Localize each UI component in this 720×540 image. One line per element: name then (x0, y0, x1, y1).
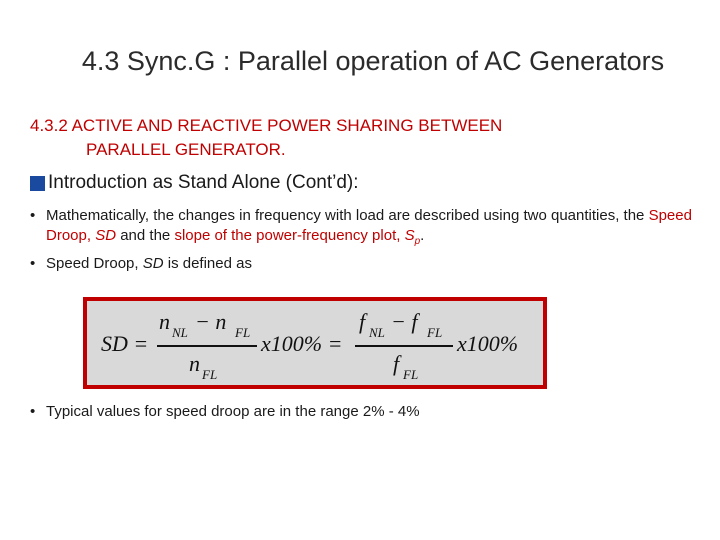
formula-numerator-n: n (159, 309, 170, 334)
section-heading (30, 114, 690, 162)
formula-denominator-n: n (189, 351, 200, 376)
term-sd: SD (95, 227, 117, 244)
bullet-item (30, 206, 700, 252)
bullet-text-segment: is defined as (163, 255, 252, 272)
subheading-text: Introduction as Stand Alone (Cont’d): (48, 172, 359, 193)
formula-subscript: NL (369, 325, 385, 340)
bullet-text (30, 254, 700, 274)
formula-numerator-f: f (359, 309, 366, 334)
section-heading-line2: PARALLEL GENERATOR. (86, 140, 286, 159)
bullet-item (30, 254, 700, 274)
formula-denominator-f: f (393, 351, 400, 376)
bullet-text: Typical values for speed droop are in the range 2% - 4% (46, 403, 420, 420)
bullet-text-segment: Speed Droop, (46, 255, 143, 272)
speed-droop-formula (87, 301, 543, 385)
formula-subscript: FL (403, 367, 419, 382)
formula-subscript: FL (235, 325, 251, 340)
bullet-dot-icon: • (30, 403, 36, 420)
formula-numerator-minus: − f (391, 309, 418, 334)
term-slope: slope of the power-frequency plot, (174, 227, 405, 244)
slide-title: 4.3 Sync.G : Parallel operation of AC Generators (81, 46, 665, 76)
formula-multiplier: x100% = (261, 331, 343, 356)
formula-subscript: FL (202, 367, 218, 382)
speed-droop-formula-box (83, 297, 547, 389)
bullet-text-segment: Mathematically, the changes in frequency with load are described using two quantities, the (46, 207, 649, 224)
formula-multiplier: x100% (457, 331, 519, 356)
term-sp-subscript: p (414, 236, 421, 247)
bullet-text-segment: . (420, 227, 425, 244)
section-heading-line1: 4.3.2 ACTIVE AND REACTIVE POWER SHARING BETWEEN (30, 116, 503, 135)
bullet-text-segment: and the (116, 227, 175, 244)
checkbox-bullet-icon (30, 176, 45, 191)
subheading (30, 172, 359, 194)
bullet-text (30, 206, 700, 252)
formula-subscript: FL (427, 325, 443, 340)
formula-numerator-minus: − n (195, 309, 227, 334)
formula-fraction-bar (355, 345, 453, 347)
formula-subscript: NL (172, 325, 188, 340)
bullet-dot-icon: • (30, 207, 36, 224)
term-speed-droop: Speed Droop, (46, 207, 692, 244)
bullet-item (30, 402, 700, 422)
term-sp: S (404, 227, 415, 244)
formula-fraction-bar (157, 345, 257, 347)
term-sd: SD (142, 255, 164, 272)
formula-lhs: SD = (101, 331, 149, 356)
bullet-dot-icon: • (30, 255, 36, 272)
